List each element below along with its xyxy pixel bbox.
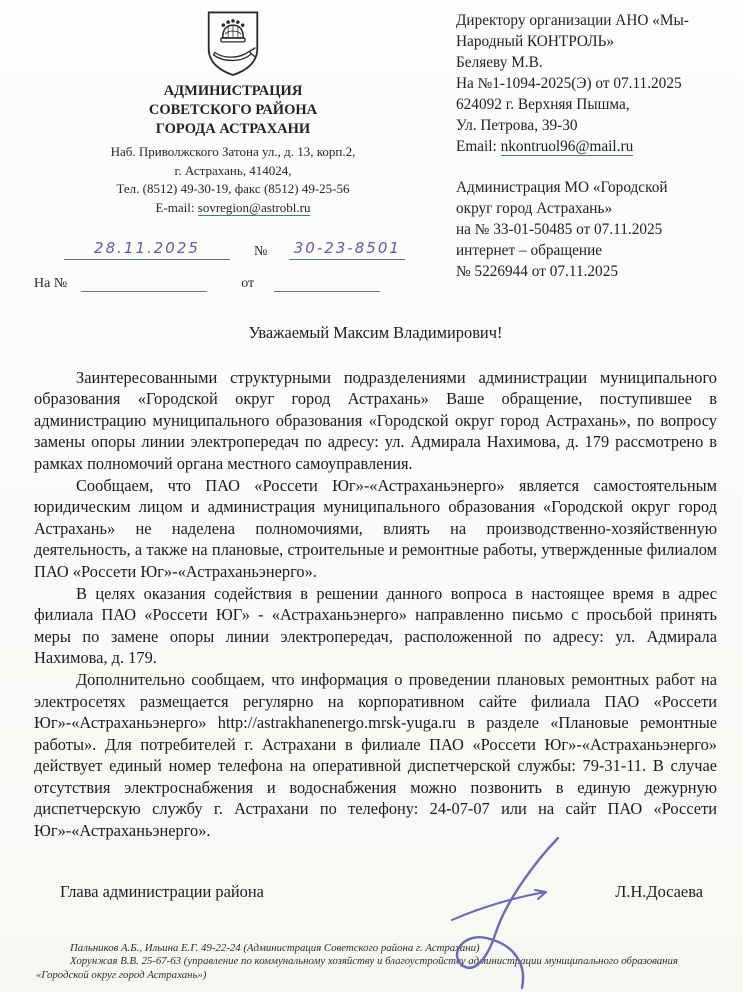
reference-block (34, 239, 432, 292)
org-address (34, 143, 432, 217)
spacer (456, 157, 717, 177)
org-name-line: ГОРОДА АСТРАХАНИ (155, 121, 311, 137)
org-email: sovregion@astrobl.ru (197, 199, 311, 215)
recipient-email-line (456, 136, 717, 157)
recipient-block (432, 10, 717, 292)
org-address-line: Тел. (8512) 49-30-19, факс (8512) 49-25-56 (116, 181, 350, 196)
reply-number-blank (81, 277, 207, 292)
recipient-line: Директору организации АНО «Мы- (456, 12, 689, 29)
recipient-line: На №1-1094-2025(Э) от 07.11.2025 (456, 75, 682, 92)
recipient-copy-line: № 5226944 от 07.11.2025 (456, 263, 619, 280)
recipient-line: Ул. Петрова, 39-30 (456, 117, 578, 134)
astrakhan-coat-of-arms-icon (34, 10, 432, 78)
recipient-line: Народный КОНТРОЛЬ» (456, 33, 614, 50)
org-email-line (34, 199, 432, 218)
recipient-copy-line: округ город Астрахань» (456, 200, 613, 217)
sender-org-block (34, 10, 432, 292)
paragraph: В целях оказания содействия в решении данного вопроса в настоящее время в адрес филиала ПАО «Россети ЮГ» - «Астраханьэнерго» направленно письмо с просьбой принять меры по замене опоры линии электропередач, расположенной по адресу: ул. Адмирала Нахимова, д. 179. (34, 583, 717, 668)
handwritten-date: 28.11.2025 (94, 239, 200, 257)
org-address-line: Наб. Приволжского Затона ул., д. 13, корп.2, (110, 144, 356, 159)
signer-name: Л.Н.Досаева (615, 881, 703, 901)
reply-from-label: от (241, 276, 255, 291)
recipient-email-label: Email: (456, 138, 497, 155)
paragraph: Заинтересованными структурными подразделениями администрации муниципального образования «Городской округ город Астрахань» Ваше обращение, поступившее в администрацию муниципального образования «Городской округ город Астрахань», по вопросу замены опоры линии электропередач по адресу: ул. Адмирала Нахимова, д. 179 рассмотрено в рамках полномочий органа местного самоуправления. (34, 367, 717, 473)
reply-date-blank (274, 277, 380, 292)
number-label: № (254, 244, 268, 259)
salutation: Уважаемый Максим Владимирович! (248, 323, 503, 342)
recipient-line: Беляеву М.В. (456, 54, 543, 71)
date-field (64, 239, 230, 260)
outgoing-ref-row (34, 239, 432, 260)
signoff-row (34, 882, 717, 902)
recipient-copy-line: Администрация МО «Городской (456, 179, 668, 196)
recipient-copy-line: на № 33-01-50485 от 07.11.2025 (456, 221, 663, 238)
paragraph: Сообщаем, что ПАО «Россети Юг»-«Астраханьэнерго» является самостоятельным юридическим лицом и администрация муниципального образования «Городской округ город Астрахань» не наделена полномочиями, влиять на производственно-хозяйственную деятельность, а также на плановые, строительные и ремонтные работы, утвержденные филиалом ПАО «Россети Юг»-«Астраханьэнерго». (34, 475, 717, 581)
reply-label: На № (34, 276, 68, 291)
number-field (289, 239, 405, 260)
org-email-label: E-mail: (155, 199, 195, 215)
executors-footer (34, 942, 717, 983)
executor-line: Хорунжая В.В. 25-67-63 (управление по коммунальному хозяйству и благоустройству администрации муниципального образования «Городской округ город Астрахань») (36, 955, 678, 982)
recipient-email: nkontruol96@mail.ru (500, 138, 634, 155)
paragraph: Дополнительно сообщаем, что информация о проведении плановых ремонтных работ на электросетях размещается регулярно на корпоративном сайте филиала ПАО «Россети Юг»-«Астраханьэнерго» http://astrakhanenergo.mrsk-yuga.ru в разделе «Плановые ремонтные работы». Для потребителей г. Астрахани в филиале ПАО «Россети Юг»-«Астраханьэнерго» действует единый номер телефона на оперативной диспетчерской службы: 79-31-11. В случае отсутствия электроснабжения и водоснабжения можно позвонить в единую дежурную диспетчерскую службу г. Астрахани по телефону: 24-07-07 или на сайт ПАО «Россети Юг»-«Астраханьэнерго». (34, 669, 717, 841)
org-address-line: г. Астрахань, 414024, (174, 162, 292, 178)
executor-line: Пальников А.Б., Ильина Е.Г. 49-22-24 (Администрация Советского района г. Астрахани) (70, 941, 480, 954)
org-name (34, 82, 432, 139)
org-name-line: СОВЕТСКОГО РАЙОНА (148, 102, 318, 118)
handwritten-number: 30-23-8501 (293, 239, 401, 257)
org-name-line: АДМИНИСТРАЦИЯ (163, 83, 303, 99)
letter-body (34, 322, 717, 842)
recipient-copy-line: интернет – обращение (456, 242, 603, 259)
recipient-line: 624092 г. Верхняя Пышма, (456, 96, 630, 113)
signer-position-title: Глава администрации района (60, 881, 264, 901)
incoming-ref-row (34, 276, 432, 292)
letterhead (34, 10, 717, 292)
